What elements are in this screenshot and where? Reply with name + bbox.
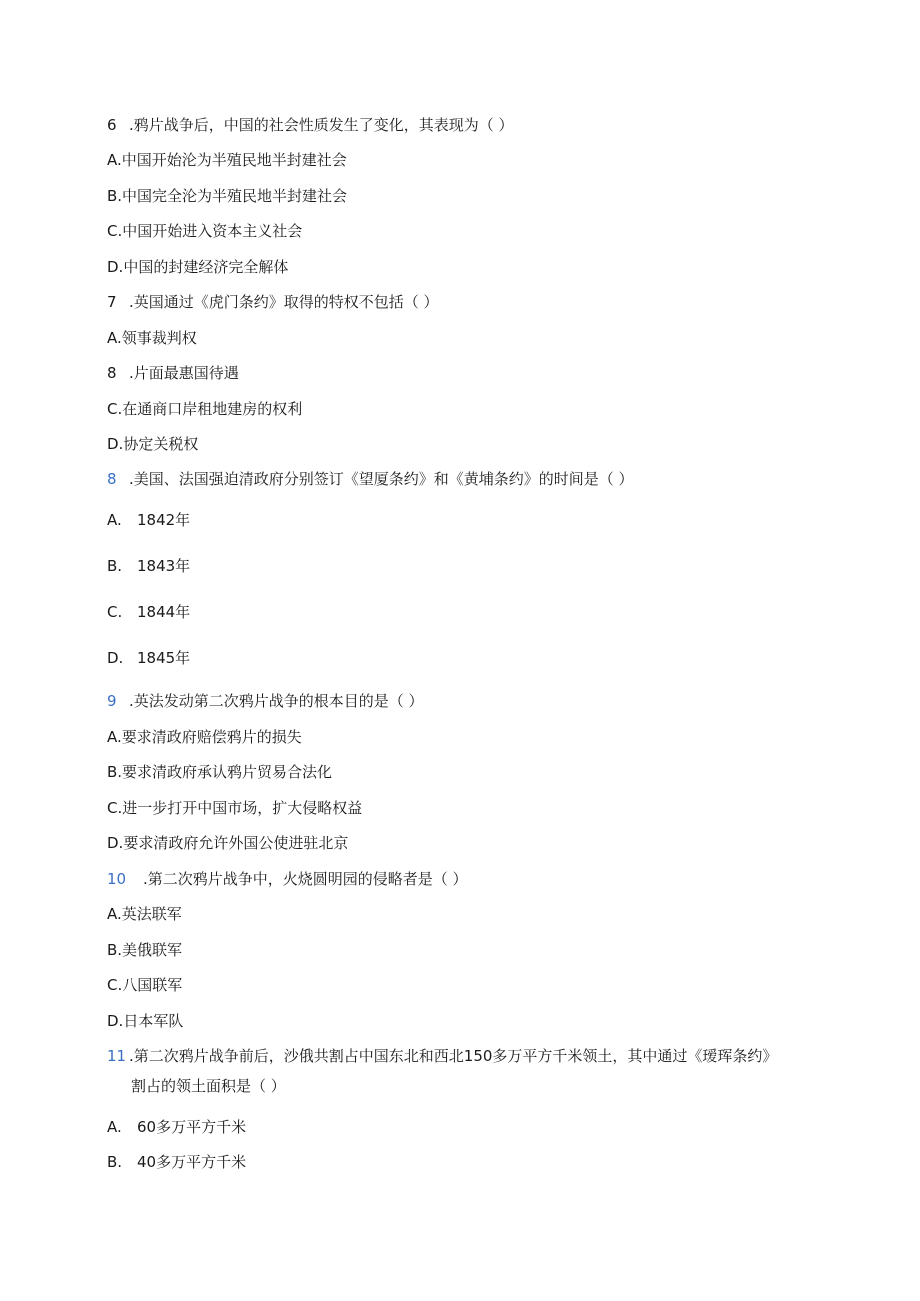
question-8a-stem [107,363,239,383]
option-line: D.协定关税权 [107,435,199,453]
option-text: 1845年 [137,649,191,667]
option-letter: A. [107,1118,122,1136]
question-number: 8 [107,470,117,488]
option-line [107,648,190,668]
option-text: 1842年 [137,511,191,529]
option-line: C.进一步打开中国市场，扩大侵略权益 [107,799,363,817]
option-line: C.八国联军 [107,976,183,994]
option-letter: C. [107,603,123,621]
question-text: .美国、法国强迫清政府分别签订《望厦条约》和《黄埔条约》的时间是（ ） [129,470,634,488]
option-line: D.要求清政府允许外国公使进驻北京 [107,834,349,852]
option-letter: B. [107,1153,123,1171]
question-text: .片面最惠国待遇 [129,364,239,382]
option-text: 40多万平方千米 [137,1153,247,1171]
option-line [107,602,190,622]
option-line [107,556,190,576]
question-number: 8 [107,364,117,382]
option-line: A.英法联军 [107,905,182,923]
option-letter: A. [107,511,122,529]
option-line: A.领事裁判权 [107,329,197,347]
option-line: C.在通商口岸租地建房的权利 [107,400,303,418]
option-line [107,1117,246,1137]
option-line: D.中国的封建经济完全解体 [107,258,289,276]
question-9-stem [107,691,424,711]
question-number: 11 [107,1047,127,1065]
option-line: B.美俄联军 [107,941,183,959]
option-line: A.要求清政府赔偿鸦片的损失 [107,728,302,746]
question-8-stem [107,469,634,489]
question-text: .英法发动第二次鸦片战争的根本目的是（ ） [129,692,424,710]
question-number: 7 [107,293,117,311]
option-line: B.中国完全沦为半殖民地半封建社会 [107,187,348,205]
option-line: D.日本军队 [107,1012,184,1030]
question-text: .鸦片战争后，中国的社会性质发生了变化，其表现为（ ） [129,116,514,134]
question-11-stem [107,1046,777,1066]
option-letter: B. [107,557,123,575]
option-text: 1844年 [137,603,191,621]
question-text: .第二次鸦片战争前后，沙俄共割占中国东北和西北150多万平方千米领土，其中通过《瑷珲条约》 [129,1047,778,1065]
question-number: 6 [107,116,117,134]
question-number: 9 [107,692,117,710]
question-text: .第二次鸦片战争中，火烧圆明园的侵略者是（ ） [143,870,468,888]
question-11-stem-continued: 割占的领土面积是（ ） [131,1077,286,1095]
option-line [107,510,190,530]
question-text: .英国通过《虎门条约》取得的特权不包括（ ） [129,293,439,311]
option-text: 1843年 [137,557,191,575]
question-number: 10 [107,870,127,888]
option-text: 60多万平方千米 [137,1118,247,1136]
question-10-stem [107,869,468,889]
option-line [107,1152,246,1172]
question-6-stem [107,115,514,135]
question-7-stem [107,292,439,312]
option-line: B.要求清政府承认鸦片贸易合法化 [107,763,333,781]
option-line: A.中国开始沦为半殖民地半封建社会 [107,151,347,169]
option-line: C.中国开始进入资本主义社会 [107,222,303,240]
option-letter: D. [107,649,124,667]
